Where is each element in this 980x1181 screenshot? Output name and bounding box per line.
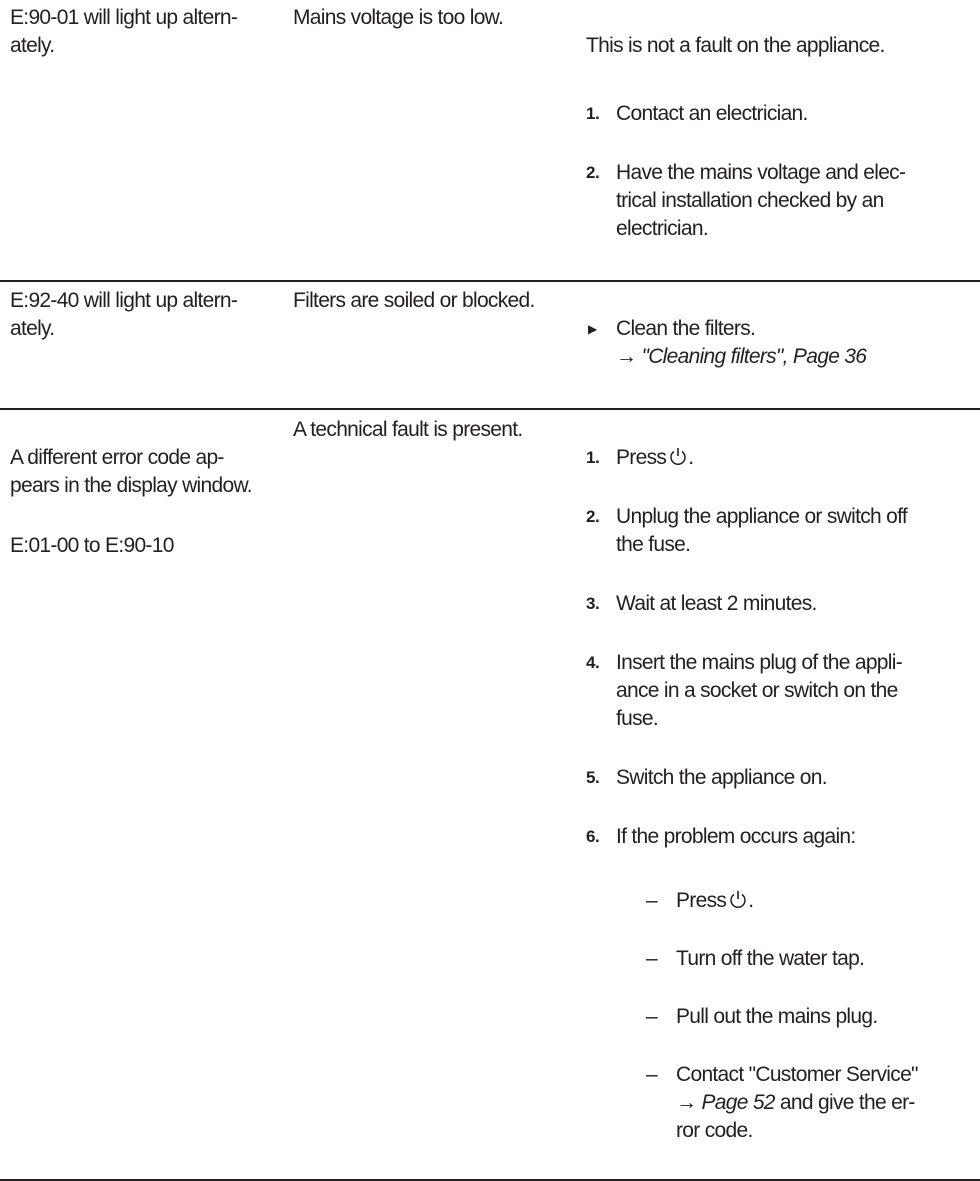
sub-text: and give the er- ror code. <box>676 1091 915 1142</box>
list-item <box>586 444 976 472</box>
sub-list-item <box>586 1061 976 1145</box>
step-text: Unplug the appliance or switch off the fuse. <box>616 505 908 556</box>
problem-text: A different error code ap- pears in the display window. <box>10 446 252 497</box>
arrow-icon: → <box>616 345 637 368</box>
arrow-icon: → <box>676 1091 697 1114</box>
remedy-cell <box>586 287 980 402</box>
step-number: 5. <box>586 768 600 787</box>
sub-list-item <box>586 1003 976 1031</box>
sub-text: Pull out the mains plug. <box>676 1005 878 1028</box>
table-row-other-error <box>0 410 980 1181</box>
list-item <box>586 100 976 128</box>
list-item <box>586 590 976 618</box>
step-text: Wait at least 2 minutes. <box>616 592 817 615</box>
step-text: Contact an electrician. <box>616 102 808 125</box>
sub-list-item <box>586 945 976 973</box>
error-code-range: E:01-00 to E:90-10 <box>10 534 174 557</box>
power-icon <box>728 889 748 909</box>
problem-cell: E:90-01 will light up altern- ately. <box>10 6 238 57</box>
step-number: 4. <box>586 653 600 672</box>
step-text: If the problem occurs again: <box>616 825 856 848</box>
remedy-cell <box>586 416 980 1175</box>
step-text: Press <box>616 446 667 469</box>
cause-cell: A technical fault is present. <box>293 418 523 441</box>
dash-bullet: – <box>646 889 657 912</box>
table-row-e92-40 <box>0 282 980 410</box>
step-number: 2. <box>586 507 600 526</box>
remedy-cell <box>586 4 980 274</box>
step-text: Switch the appliance on. <box>616 766 827 789</box>
list-item <box>586 159 976 243</box>
cause-cell: Mains voltage is too low. <box>293 6 504 29</box>
step-text: Insert the mains plug of the appli- ance in a socket or switch on the fuse. <box>616 651 903 730</box>
cleaning-filters-link[interactable]: "Cleaning filters", Page 36 <box>641 345 867 368</box>
sub-text: Contact "Customer Service" <box>676 1063 918 1086</box>
list-item <box>586 315 976 371</box>
sub-list-item <box>586 887 976 915</box>
step-number: 2. <box>586 163 600 182</box>
period: . <box>688 446 694 469</box>
power-icon <box>668 446 688 466</box>
list-item <box>586 823 976 851</box>
dash-bullet: – <box>646 1005 657 1028</box>
list-item <box>586 649 976 733</box>
remedy-intro: This is not a fault on the appliance. <box>586 34 885 57</box>
dash-bullet: – <box>646 947 657 970</box>
sub-text: Press <box>676 889 727 912</box>
customer-service-page-link[interactable]: Page 52 <box>701 1091 775 1114</box>
sub-text: Turn off the water tap. <box>676 947 865 970</box>
problem-cell: E:92-40 will light up altern- ately. <box>10 289 238 340</box>
table-row-e90-01 <box>0 0 980 282</box>
bullet-triangle-icon: ▶ <box>588 322 597 336</box>
problem-cell <box>0 416 293 1175</box>
list-item <box>586 503 976 559</box>
list-item <box>586 764 976 792</box>
cause-cell: Filters are soiled or blocked. <box>293 289 535 312</box>
period: . <box>748 889 754 912</box>
step-number: 1. <box>586 448 600 467</box>
step-text: Clean the filters. <box>616 317 756 340</box>
dash-bullet: – <box>646 1063 657 1086</box>
step-number: 3. <box>586 594 600 613</box>
step-text: Have the mains voltage and elec- trical installation checked by an electrician. <box>616 161 906 240</box>
step-number: 6. <box>586 827 600 846</box>
step-number: 1. <box>586 104 600 123</box>
